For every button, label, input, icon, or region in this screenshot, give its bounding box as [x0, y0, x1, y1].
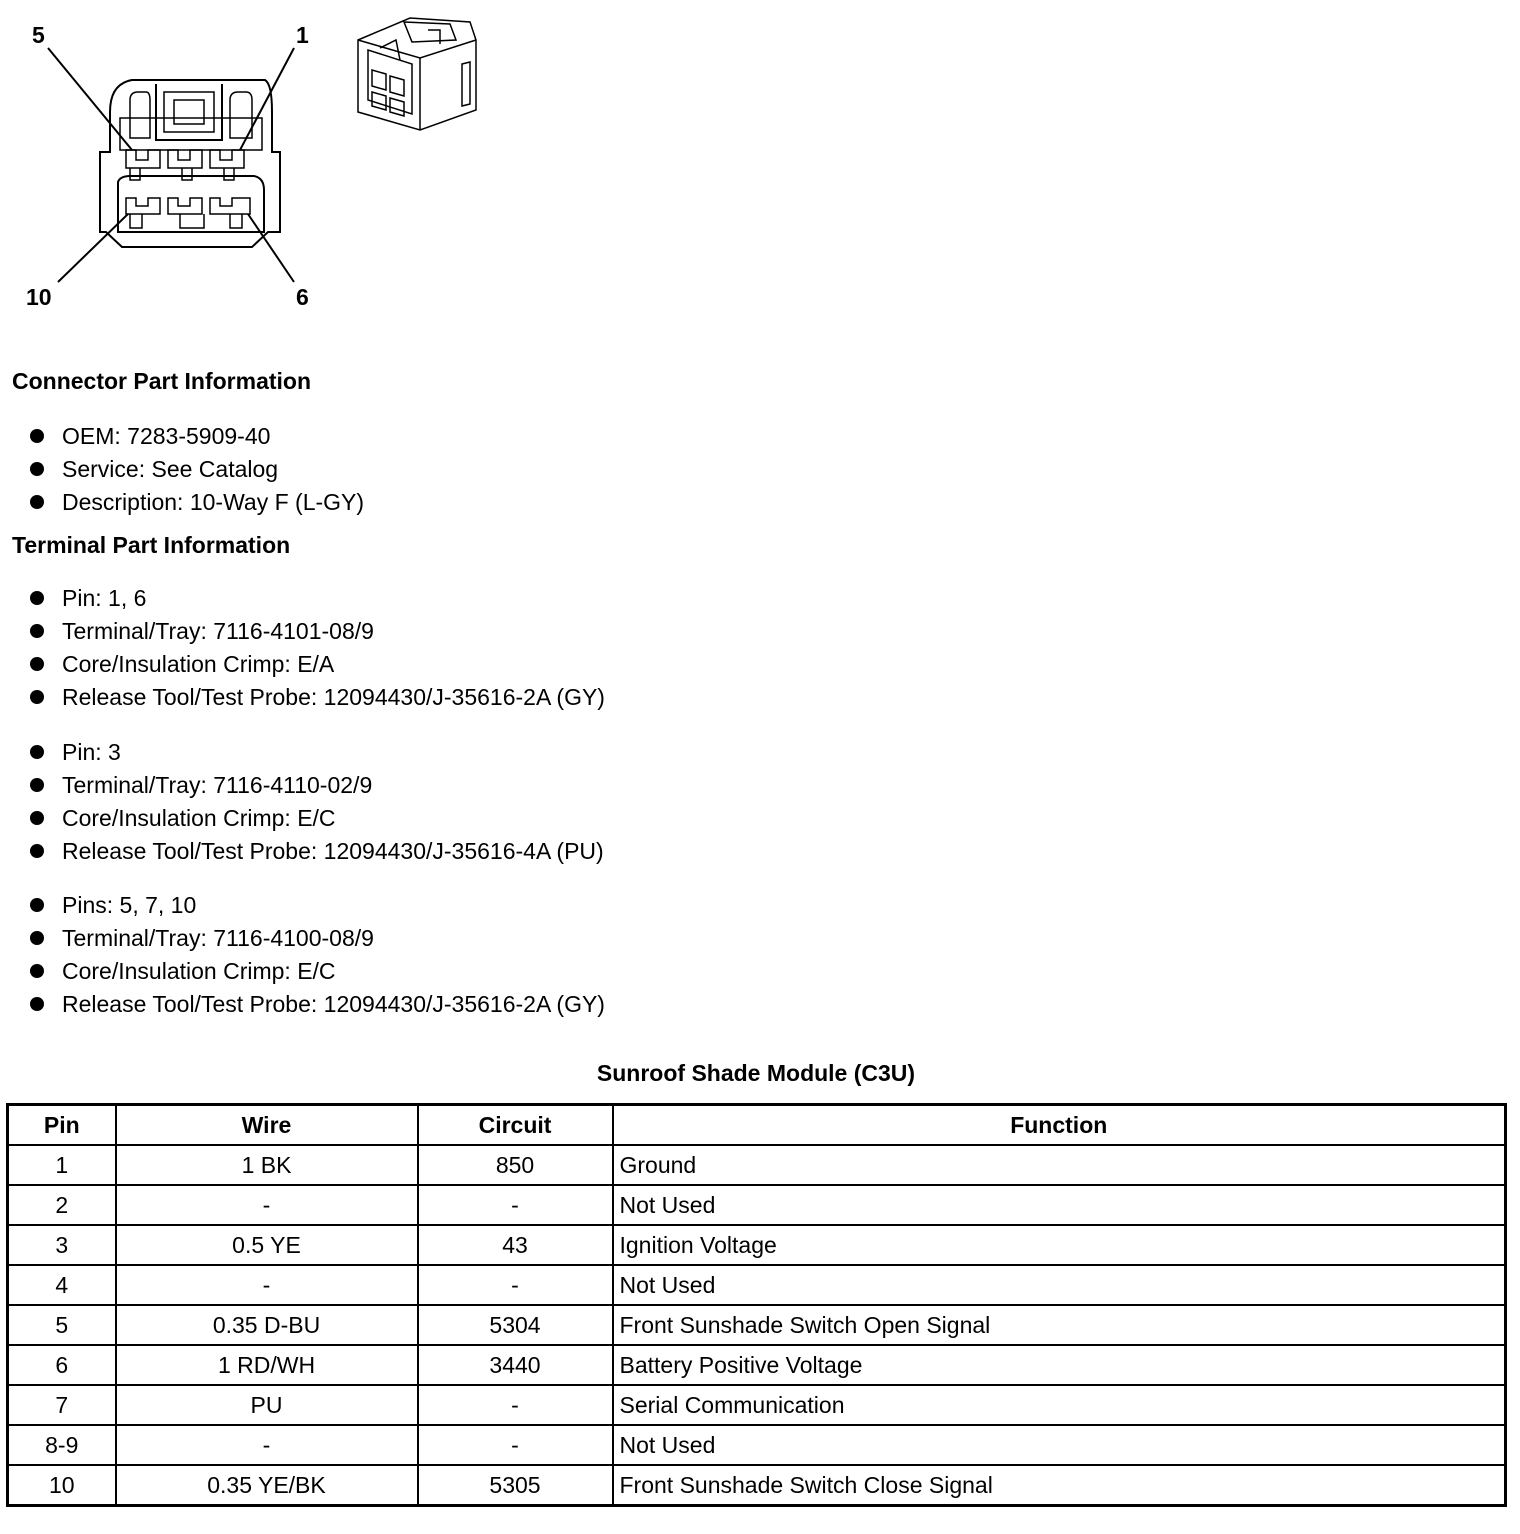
- pin-cell: 10: [8, 1465, 116, 1506]
- function-cell: Front Sunshade Switch Close Signal: [613, 1465, 1506, 1506]
- wire-cell: PU: [116, 1385, 418, 1425]
- function-cell: Ignition Voltage: [613, 1225, 1506, 1265]
- circuit-cell: 3440: [418, 1345, 613, 1385]
- circuit-cell: -: [418, 1385, 613, 1425]
- column-header-function: Function: [613, 1105, 1506, 1146]
- pinout-table: [6, 1103, 1507, 1507]
- table-row: [8, 1145, 1506, 1185]
- pin-label-1: 1: [296, 22, 309, 48]
- pin-cell: 3: [8, 1225, 116, 1265]
- pin-label-10: 10: [26, 284, 52, 310]
- pin-cell: 7: [8, 1385, 116, 1425]
- wire-cell: 0.35 YE/BK: [116, 1465, 418, 1506]
- wire-cell: -: [116, 1425, 418, 1465]
- circuit-cell: 850: [418, 1145, 613, 1185]
- wire-cell: 0.35 D-BU: [116, 1305, 418, 1345]
- wire-cell: 1 BK: [116, 1145, 418, 1185]
- circuit-cell: -: [418, 1185, 613, 1225]
- function-cell: Not Used: [613, 1425, 1506, 1465]
- connector-info-list: [28, 420, 364, 519]
- list-item: Release Tool/Test Probe: 12094430/J-35616-4A (PU): [28, 835, 604, 868]
- pin-cell: 8-9: [8, 1425, 116, 1465]
- column-header-wire: Wire: [116, 1105, 418, 1146]
- pin-cell: 2: [8, 1185, 116, 1225]
- list-item: Core/Insulation Crimp: E/C: [28, 955, 605, 988]
- pin-cell: 6: [8, 1345, 116, 1385]
- function-cell: Not Used: [613, 1185, 1506, 1225]
- terminal-info-heading: Terminal Part Information: [12, 532, 291, 558]
- table-row: [8, 1385, 1506, 1425]
- circuit-cell: 43: [418, 1225, 613, 1265]
- list-item: Description: 10-Way F (L-GY): [28, 486, 364, 519]
- circuit-cell: -: [418, 1265, 613, 1305]
- pin-cell: 1: [8, 1145, 116, 1185]
- column-header-circuit: Circuit: [418, 1105, 613, 1146]
- table-row: [8, 1265, 1506, 1305]
- function-cell: Front Sunshade Switch Open Signal: [613, 1305, 1506, 1345]
- connector-face-diagram: [0, 0, 520, 330]
- list-item: Terminal/Tray: 7116-4100-08/9: [28, 922, 605, 955]
- pin-cell: 4: [8, 1265, 116, 1305]
- connector-info-heading: Connector Part Information: [12, 368, 312, 394]
- pin-cell: 5: [8, 1305, 116, 1345]
- table-row: [8, 1185, 1506, 1225]
- list-item: Terminal/Tray: 7116-4110-02/9: [28, 769, 604, 802]
- list-item: Terminal/Tray: 7116-4101-08/9: [28, 615, 605, 648]
- table-row: [8, 1345, 1506, 1385]
- terminal-group-2: [28, 736, 604, 868]
- list-item: Pin: 3: [28, 736, 604, 769]
- circuit-cell: 5304: [418, 1305, 613, 1345]
- function-cell: Ground: [613, 1145, 1506, 1185]
- table-row: [8, 1465, 1506, 1506]
- column-header-pin: Pin: [8, 1105, 116, 1146]
- table-header-row: [8, 1105, 1506, 1146]
- list-item: Release Tool/Test Probe: 12094430/J-35616-2A (GY): [28, 681, 605, 714]
- pin-label-5: 5: [32, 22, 45, 48]
- function-cell: Serial Communication: [613, 1385, 1506, 1425]
- table-row: [8, 1425, 1506, 1465]
- list-item: Release Tool/Test Probe: 12094430/J-35616-2A (GY): [28, 988, 605, 1021]
- terminal-group-3: [28, 889, 605, 1021]
- list-item: Core/Insulation Crimp: E/A: [28, 648, 605, 681]
- wire-cell: 1 RD/WH: [116, 1345, 418, 1385]
- wire-cell: 0.5 YE: [116, 1225, 418, 1265]
- circuit-cell: 5305: [418, 1465, 613, 1506]
- function-cell: Battery Positive Voltage: [613, 1345, 1506, 1385]
- table-row: [8, 1305, 1506, 1345]
- table-row: [8, 1225, 1506, 1265]
- list-item: Pins: 5, 7, 10: [28, 889, 605, 922]
- wire-cell: -: [116, 1185, 418, 1225]
- function-cell: Not Used: [613, 1265, 1506, 1305]
- terminal-group-1: [28, 582, 605, 714]
- list-item: Service: See Catalog: [28, 453, 364, 486]
- wire-cell: -: [116, 1265, 418, 1305]
- table-title: Sunroof Shade Module (C3U): [596, 1060, 916, 1086]
- list-item: OEM: 7283-5909-40: [28, 420, 364, 453]
- circuit-cell: -: [418, 1425, 613, 1465]
- list-item: Core/Insulation Crimp: E/C: [28, 802, 604, 835]
- list-item: Pin: 1, 6: [28, 582, 605, 615]
- pin-label-6: 6: [296, 284, 309, 310]
